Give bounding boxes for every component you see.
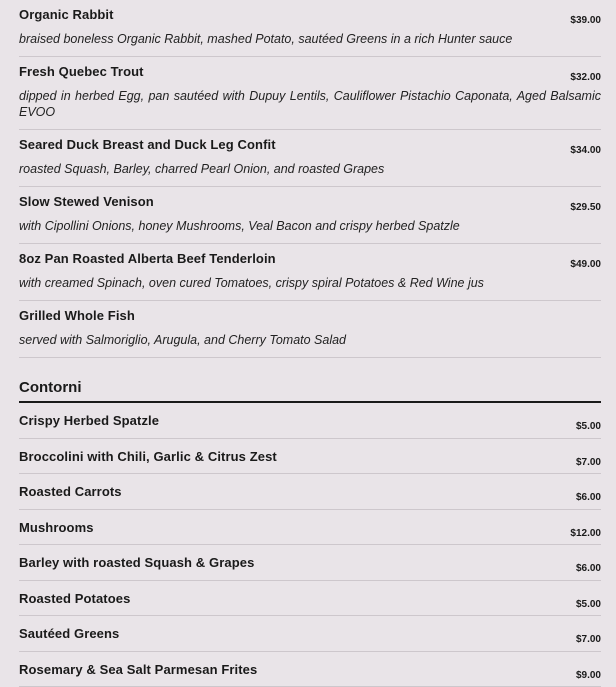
side-item-price: $5.00 [576, 599, 601, 610]
menu-item [19, 130, 601, 187]
side-item [19, 652, 601, 687]
menu-item-name: 8oz Pan Roasted Alberta Beef Tenderloin [19, 251, 276, 266]
menu-item-description: served with Salmoriglio, Arugula, and Cherry Tomato Salad [19, 332, 601, 348]
side-item-name: Roasted Potatoes [19, 591, 130, 606]
menu-item [19, 57, 601, 130]
menu-item [19, 0, 601, 57]
menu-item-price: $39.00 [570, 15, 601, 26]
side-item-name: Rosemary & Sea Salt Parmesan Frites [19, 662, 257, 677]
side-item-name: Crispy Herbed Spatzle [19, 413, 159, 428]
side-item-header [19, 662, 601, 677]
side-item [19, 616, 601, 652]
side-item-price: $5.00 [576, 421, 601, 432]
menu-item-price: $29.50 [570, 202, 601, 213]
menu-item-price: $34.00 [570, 145, 601, 156]
menu-item [19, 301, 601, 358]
menu-item-header [19, 137, 601, 155]
side-item-header [19, 449, 601, 464]
menu [19, 0, 601, 687]
menu-item-header [19, 7, 601, 25]
menu-item-name: Fresh Quebec Trout [19, 64, 144, 79]
side-item-header [19, 413, 601, 428]
menu-item-header [19, 64, 601, 82]
side-item [19, 403, 601, 439]
side-item [19, 474, 601, 510]
menu-item-price: $49.00 [570, 259, 601, 270]
side-item-price: $12.00 [570, 528, 601, 539]
side-item-price: $9.00 [576, 670, 601, 681]
menu-item-name: Organic Rabbit [19, 7, 114, 22]
menu-item-description: braised boneless Organic Rabbit, mashed Potato, sautéed Greens in a rich Hunter sauce [19, 31, 601, 47]
menu-item-description: dipped in herbed Egg, pan sautéed with Dupuy Lentils, Cauliflower Pistachio Caponata, Aged Balsamic EVOO [19, 88, 601, 120]
side-item [19, 439, 601, 475]
side-item-price: $7.00 [576, 457, 601, 468]
side-item [19, 545, 601, 581]
side-item-name: Roasted Carrots [19, 484, 122, 499]
menu-item-description: with Cipollini Onions, honey Mushrooms, Veal Bacon and crispy herbed Spatzle [19, 218, 601, 234]
side-item-price: $6.00 [576, 563, 601, 574]
menu-item-price: $32.00 [570, 72, 601, 83]
menu-item-description: roasted Squash, Barley, charred Pearl Onion, and roasted Grapes [19, 161, 601, 177]
menu-item-description: with creamed Spinach, oven cured Tomatoes, crispy spiral Potatoes & Red Wine jus [19, 275, 601, 291]
side-item-header [19, 591, 601, 606]
section-title-contorni: Contorni [19, 379, 601, 403]
side-item [19, 510, 601, 546]
side-item-name: Broccolini with Chili, Garlic & Citrus Zest [19, 449, 277, 464]
side-item [19, 581, 601, 617]
menu-item [19, 244, 601, 301]
menu-item-header [19, 251, 601, 269]
side-item-price: $7.00 [576, 634, 601, 645]
menu-item-name: Seared Duck Breast and Duck Leg Confit [19, 137, 276, 152]
menu-item-name: Slow Stewed Venison [19, 194, 154, 209]
side-item-name: Mushrooms [19, 520, 94, 535]
menu-item-name: Grilled Whole Fish [19, 308, 135, 323]
side-item-name: Barley with roasted Squash & Grapes [19, 555, 254, 570]
menu-item [19, 187, 601, 244]
side-item-header [19, 626, 601, 641]
side-item-header [19, 484, 601, 499]
menu-item-header [19, 308, 601, 326]
menu-item-header [19, 194, 601, 212]
side-item-name: Sautéed Greens [19, 626, 119, 641]
side-item-price: $6.00 [576, 492, 601, 503]
side-item-header [19, 520, 601, 535]
side-item-header [19, 555, 601, 570]
